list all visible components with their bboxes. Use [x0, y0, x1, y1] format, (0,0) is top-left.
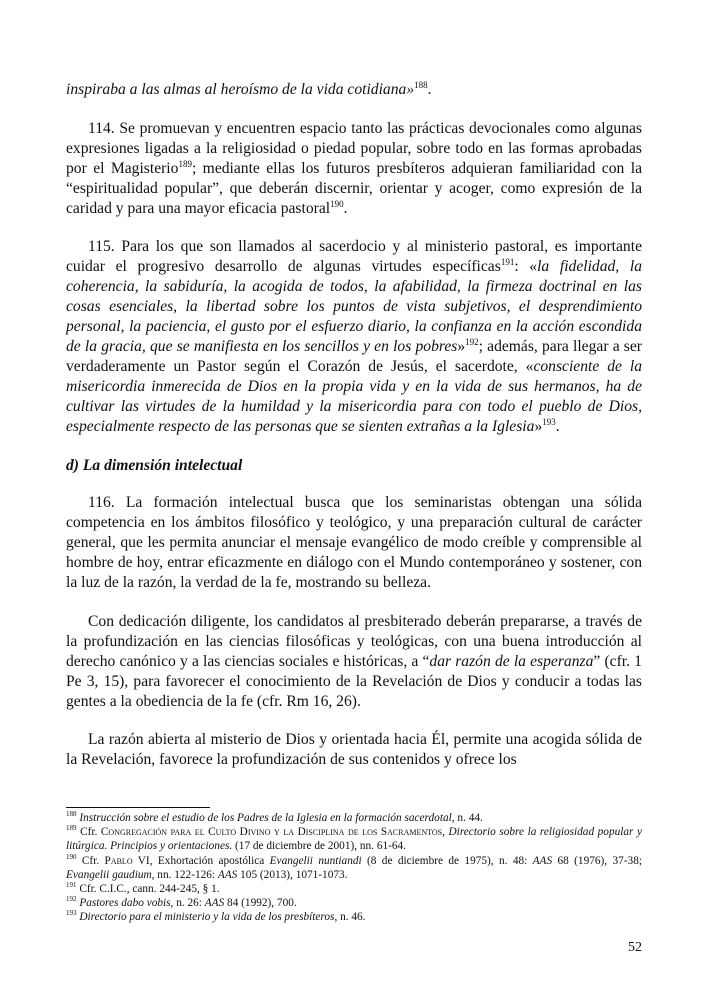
italic-quote: inspiraba a las almas al heroísmo de la vida cotidiana» — [66, 81, 415, 98]
footnote-191: $^{191}$ Cfr. C.I.C., cann. 244-245, § 1. — [66, 881, 220, 896]
paragraph-117: Con dedicación diligente, los candidatos al presbiterado deberán prepararse, a través de la profundización en las ciencias filosóficas y teológicas, con una buena introducción al derecho canónico y a las ciencias sociales e históricas, a “dar razón de la esperanza” (cfr. 1 Pe 3, 15), para favorecer el conocimiento de la Revelación de Dios y conducir a todas las gentes a la obediencia de la fe (cfr. Rm 16, 26). — [66, 612, 642, 710]
footnotes — [66, 807, 642, 925]
paragraph-118: La razón abierta al misterio de Dios y orientada hacia Él, permite una acogida sólida de la Revelación, favorece la profundización de sus contenidos y ofrece los — [66, 731, 642, 769]
footnote-ref: 193 — [542, 416, 556, 427]
italic-quote: la fidelidad, la coherencia, la sabiduría, la acogida de todos, la afabilidad, la firmeza doctrinal en las cosas esenciales, la libertad sobre los puntos de vista subjetivos, el desprendimiento personal, la paciencia, el gusto por el esfuerzo diario, la confianza en la acción escondida de la gracia, que se manifiesta en los sencillos y en los pobres — [66, 258, 642, 355]
footnote-ref: 192 — [465, 336, 479, 347]
footnote-193: $^{193}$ Directorio para el ministerio y la vida de los presbíteros, n. 46. — [66, 909, 366, 924]
paragraph-116: 116. La formación intelectual busca que los seminaristas obtengan una sólida competencia en los ámbitos filosófico y teológico, y una preparación cultural de carácter general, que les permita anunciar el mensaje evangélico de modo creíble y comprensible al hombre de hoy, entrar eficazmente en diálogo con el Mundo contemporáneo y sostener, con la luz de la razón, la verdad de la fe, mostrando su belleza. — [66, 494, 642, 592]
italic-quote: consciente de la misericordia inmerecida de Dios en la propia vida y en la vida de sus hermanos, ha de cultivar las virtudes de la humildad y la misericordia para con todo el pueblo de Dios, especialmente respecto de las personas que se sienten extrañas a la Iglesia — [66, 357, 642, 435]
page-number: 52 — [628, 940, 642, 955]
footnote-ref: 188 — [414, 79, 428, 90]
footnote-ref: 189 — [178, 158, 192, 169]
footnote-188: $^{188}$ Instrucción sobre el estudio de los Padres de la Iglesia en la formación sacerdotal, n. 44. — [66, 810, 483, 824]
footnote-ref: 191 — [500, 257, 515, 268]
continued-paragraph: inspiraba a las almas al heroísmo de la vida cotidiana»$^{188}$. — [66, 79, 432, 98]
footnote-rule — [66, 807, 210, 808]
main-text — [66, 80, 642, 789]
paragraph-114: 114. Se promuevan y encuentren espacio tanto las prácticas devocionales como algunas expresiones ligadas a la religiosidad o piedad popular, sobre todo en las formas aprobadas por el Magisterio$^{189}$; mediante ellas los futuros presbíteros adquieran familiaridad con la “espiritualidad popular”, que deberán discernir, orientar y acoger, como expresión de la caridad y para una mayor eficacia pastoral$^{190}$. — [66, 119, 642, 217]
paragraph-115: 115. Para los que son llamados al sacerdocio y al ministerio pastoral, es importante cuidar el progresivo desarrollo de algunas virtudes específicas$^{191}$: «la fidelidad, la coherencia, la sabiduría, la acogida de todos, la afabilidad, la firmeza doctrinal en las cosas esenciales, la libertad sobre los puntos de vista subjetivos, el desprendimiento personal, la paciencia, el gusto por el esfuerzo diario, la confianza en la acción escondida de la gracia, que se manifiesta en los sencillos y en los pobres»$^{192}$; además, para llegar a ser verdaderamente un Pastor según el Corazón de Jesús, el sacerdote, «consciente de la misericordia inmerecida de Dios en la propia vida y en la vida de sus hermanos, ha de cultivar las virtudes de la humildad y la misericordia para con todo el pueblo de Dios, especialmente respecto de las personas que se sienten extrañas a la Iglesia»$^{193}$. — [66, 238, 642, 435]
italic-quote: dar razón de la esperanza — [429, 652, 594, 670]
footnote-189: $^{189}$ Cfr. Congregación para el Culto Divino y la Disciplina de los Sacramentos, Directorio sobre la religiosidad popular y litúrgica. Principios y orientaciones. (17 de diciembre de 2001), nn. 61-64. — [66, 824, 643, 853]
footnote-190: $^{190}$ Cfr. Pablo VI, Exhortación apostólica Evangelii nuntiandi (8 de diciembre de 1975), n. 48: AAS 68 (1976), 37-38; Evangelii gaudium, nn. 122-126: AAS 105 (2013), 1071-1073. — [66, 852, 642, 881]
footnote-192: $^{192}$ Pastores dabo vobis, n. 26: AAS 84 (1992), 700. — [66, 895, 297, 910]
section-heading: d) La dimensión intelectual — [66, 456, 243, 474]
footnote-ref: 190 — [330, 198, 344, 209]
